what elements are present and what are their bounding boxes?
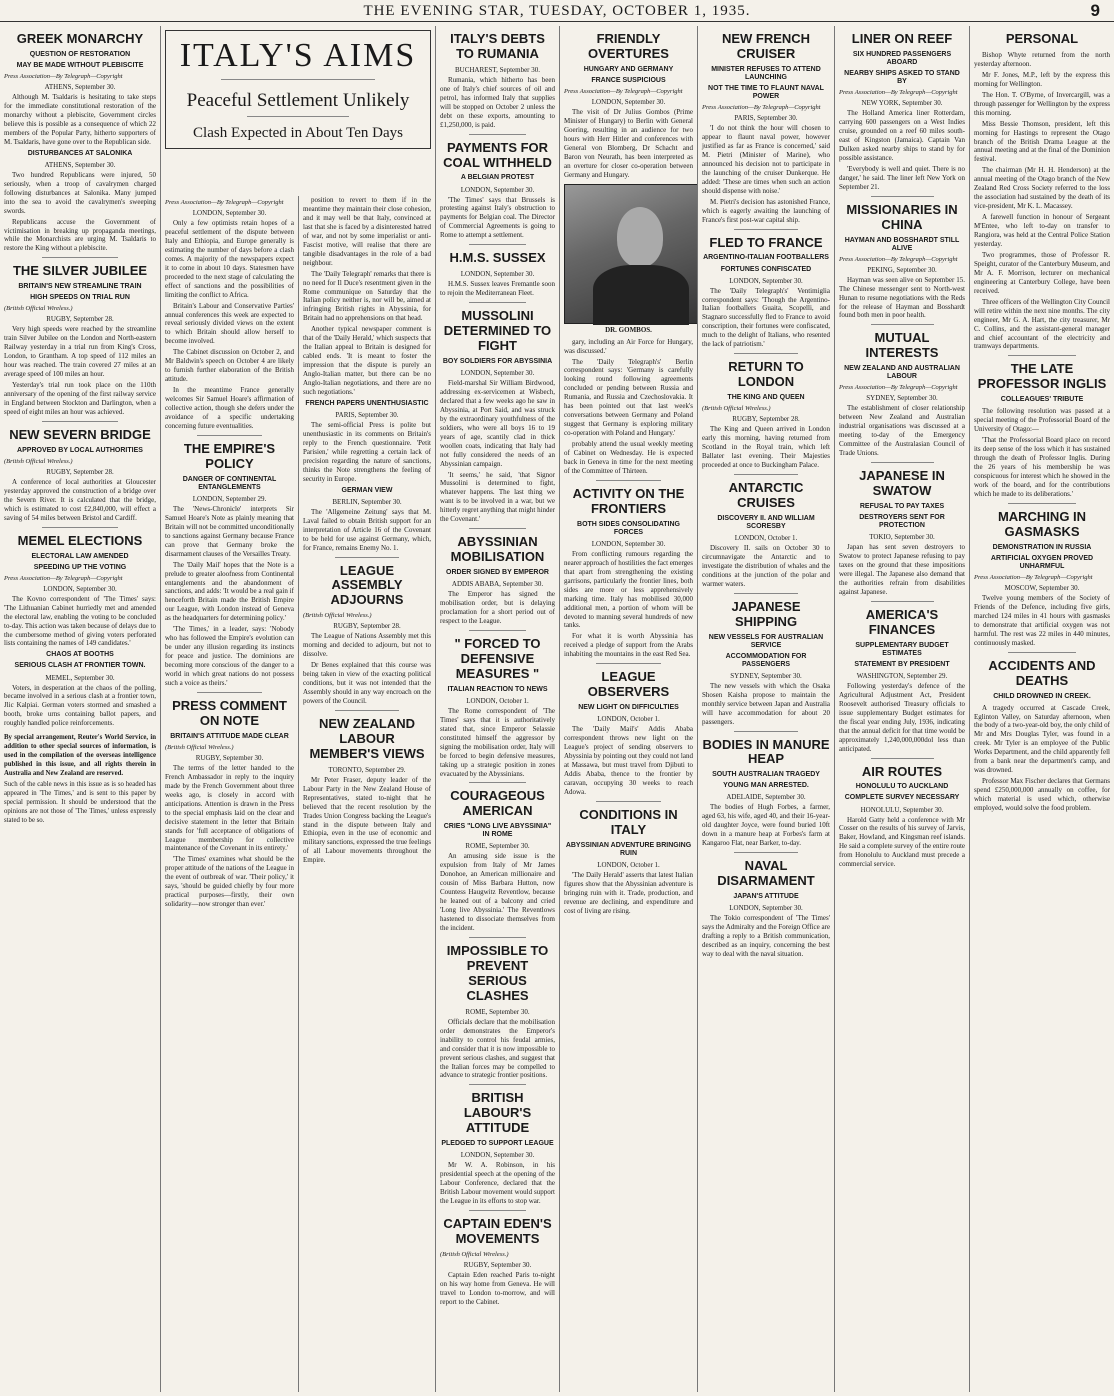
divider — [871, 196, 934, 197]
photo-caption: DR. GOMBOS. — [605, 325, 652, 334]
dateline: RUGBY, September 28. — [46, 467, 114, 476]
section-subheadline: CHILD DROWNED IN CREEK. — [993, 692, 1091, 700]
divider — [42, 527, 118, 528]
article-paragraph: Twelve young members of the Society of Friends of the Defence, including five girls, marched 124 miles in 41 hours with gasmasks to demonstrate that artificial oxygen was not harmful. The rest was 22 miles in 440 minutes, continuously masked. — [974, 593, 1110, 647]
column-3 — [436, 26, 559, 1392]
portrait-body — [593, 265, 689, 325]
article-paragraph: The Rome correspondent of 'The Times' says that it is authoritatively stated that, since Emperor Selassie constituted himself the aggressor by signing the mobilisation order, Italy will be forced to begin defensive measures, taking up a strategic position in zones evacuated by the Abyssinians. — [440, 706, 555, 778]
article-paragraph: The chairman (Mr H. H. Henderson) at the annual meeting of the Otago branch of the New Zealand Red Cross Society referred to the loss the association had sustained by the death of its vice-president, Mr K. L. Macassey. — [974, 166, 1110, 211]
section-subheadline: ELECTORAL LAW AMENDED — [31, 552, 129, 560]
byline: Press Association—By Telegraph—Copyright — [165, 199, 284, 206]
section-subheadline: MINISTER REFUSES TO ATTEND LAUNCHING — [711, 65, 821, 81]
byline: Press Association—By Telegraph—Copyright — [4, 73, 123, 81]
article-paragraph: The Hon. T. O'Byrne, of Invercargill, was a through passenger for Wellington by the express this morning. — [974, 90, 1110, 117]
section-subheadline: BRITAIN'S ATTITUDE MADE CLEAR — [170, 732, 289, 740]
article-paragraph: Harold Gatty held a conference with Mr Cosser on the results of his survey of Jarvis, Baker, Howland, and Kingsman reef islands. He said a complete survey of the entire route from Honolulu to Auckland must precede a commercial service. — [839, 815, 965, 869]
divider — [734, 353, 798, 354]
article-paragraph: For what it is worth Abyssinia has received a pledge of support from the Arabs inhabiting the mountains in the east Red Sea. — [564, 632, 693, 659]
article-paragraph: Officials declare that the mobilisation order demonstrates the Emperor's inability to control his feudal armies, and consider that it is now impossible to prevent serious clashes, and suggest that the Italian forces may be compelled to advance to strategic frontier positions. — [440, 1017, 555, 1080]
article-paragraph: 'The Times' examines what should be the proper attitude of the nations of the League in the event of outbreak of war. 'Their policy,' it says, 'should be guided chiefly by four more practical purposes—firstly, their own solidarity—now stronger than ever.' — [165, 855, 294, 909]
article-paragraph: Miss Bessie Thomson, president, left this morning for Hastings to represent the Otago branch of the British Drama League at the annual meeting and at the final of the Dominion festival. — [974, 119, 1110, 164]
divider — [734, 731, 798, 732]
article-paragraph: 'The Daily Herald' asserts that latest Italian figures show that the Abyssinian adventure is bringing ruin with it. Trade, production, and revenue are declining, and expenditure and cost of living are rising. — [564, 870, 693, 915]
section-headline: ITALY'S DEBTS TO RUMANIA — [450, 31, 545, 61]
article-paragraph: The 'Daily Telegraph's' Berlin correspondent says: 'Germany is carefully looking round following agreements concluded or pending between Russia and Rumania, and Russia and Czechoslovakia. It has been pointed out that last week's conversations between Germany and Poland suggest that Germany is exploring military co-operation with Poland and Hungary.' — [564, 357, 693, 438]
divider — [734, 593, 798, 594]
section-subheadline: ITALIAN REACTION TO NEWS — [447, 685, 548, 693]
column-4 — [560, 26, 697, 1392]
section-subheadline: A BELGIAN PROTEST — [460, 174, 535, 182]
byline: (British Official Wireless.) — [4, 457, 73, 465]
article-paragraph: The 'Daily Telegraph' remarks that there is no need for Il Duce's resentment given in the Rome communique on Saturday that the Italian policy neither is, nor will be, aimed at infringing British rights in Abyssinia, for Britain had no apprehensions on that head. — [303, 269, 431, 323]
divider — [871, 462, 934, 463]
section-headline: ACTIVITY ON THE FRONTIERS — [572, 485, 685, 516]
dateline: LONDON, September 30. — [460, 368, 535, 377]
section-headline: FLED TO FRANCE — [709, 234, 823, 250]
article-paragraph: H.M.S. Sussex leaves Fremantle soon to rejoin the Mediterranean Fleet. — [440, 280, 555, 298]
dateline: ADDIS ABABA, September 30. — [451, 580, 544, 589]
article-paragraph: The bodies of Hugh Forbes, a farmer, aged 63, his wife, aged 40, and their 16-year-old daughter Joyce, were found buried 10ft down in a manure heap at Forbes's farm at Kangaroo Flat, near Barker, to-day. — [702, 803, 830, 848]
dateline: ATHENS, September 30. — [44, 160, 116, 169]
section-subheadline: FRANCE SUSPICIOUS — [591, 76, 666, 84]
article-paragraph: The Emperor has signed the mobilisation order, but is delaying proclamation for a short period out of respect to the League. — [440, 590, 555, 626]
column-7 — [970, 26, 1114, 1392]
section-subheadline: BRITAIN'S NEW STREAMLINE TRAIN — [18, 283, 142, 291]
section-subheadline: FRENCH PAPERS UNENTHUSIASTIC — [305, 399, 429, 407]
article-paragraph: Professor Max Fischer declares that Germans spend £250,000,000 annually on coffee, for which material is used which, otherwise employed, would solve the food problem. — [974, 777, 1110, 813]
masthead — [0, 0, 1114, 22]
dateline: NEW YORK, September 30. — [861, 99, 943, 108]
column-4-top — [564, 32, 693, 180]
divider — [596, 663, 661, 664]
section-subheadline: QUESTION OF RESTORATION — [29, 50, 131, 58]
dateline: LONDON, October 1. — [734, 533, 798, 542]
section-subheadline: ORDER SIGNED BY EMPEROR — [446, 569, 549, 577]
article-paragraph: The 'Daily Telegraph's' Ventimiglia correspondent says: 'Though the Argentino-Italian footballers Guaita, Scopelli, and Stagnaro successfully fled to France to avoid conscription, their fortunes were confiscated, much to the delight of Italians, who resented the lack of patriotism.' — [702, 286, 830, 349]
section-subheadline: CRIES "LONG LIVE ABYSSINIA" IN ROME — [443, 823, 552, 839]
dateline: MOSCOW, September 30. — [1004, 583, 1080, 592]
section-subheadline: ACCOMMODATION FOR PASSENGERS — [725, 652, 807, 668]
section-headline: LEAGUE OBSERVERS — [587, 669, 670, 700]
section-headline: PAYMENTS FOR COAL WITHHELD — [443, 139, 552, 170]
article-paragraph: Three officers of the Wellington City Council will retire within the next nine months. The city engineer, Mr G. A. Hart, the city treasurer, Mr C. Collins, and the assistant-general manager and chief accountant of the electricity and tramways departments. — [974, 297, 1110, 351]
section-subheadline: NEW ZEALAND AND AUSTRALIAN LABOUR — [844, 365, 960, 381]
divider — [871, 758, 934, 759]
section-subheadline: DISCOVERY II. AND WILLIAM SCORESBY — [717, 514, 815, 530]
section-subheadline: THE KING AND QUEEN — [727, 394, 805, 402]
copyright-notice: Such of the cable news in this issue as is so headed has appeared in 'The Times,' and is sent to this paper by special permission. It should be understood that the opinions are not those of 'The Times,' unless expressly stated to be so. — [4, 781, 156, 824]
section-headline: MEMEL ELECTIONS — [17, 532, 143, 548]
article-paragraph: The Tokio correspondent of 'The Times' says the Admiralty and the Foreign Office are drafting a reply to a British communication, described as an inquiry, concerning the best way to deal with the naval situation. — [702, 914, 830, 958]
section-subheadline: COLLEAGUES' TRIBUTE — [1000, 396, 1084, 404]
dateline: BUCHAREST, September 30. — [454, 65, 541, 74]
section-subheadline: SERIOUS CLASH AT FRONTIER TOWN. — [14, 662, 146, 670]
article-paragraph: The 'Allgemeine Zeitung' says that M. Laval failed to obtain British support for an interpretation of Article 16 of the Covenant to be held for use against Germany, which, for France, remains Enemy No. 1. — [303, 507, 431, 552]
divider — [734, 852, 798, 853]
article-paragraph: A conference of local authorities at Gloucester yesterday approved the construction of a bridge over the Severn River. It is calculated that the bridge, which is estimated to cost £2,840,000, will effect a saving of 54 miles between Bristol and Cardiff. — [4, 477, 156, 522]
column-6 — [835, 26, 969, 1392]
section-subheadline: BOTH SIDES CONSOLIDATING FORCES — [577, 520, 680, 536]
article-paragraph: The League of Nations Assembly met this morning and decided to adjourn, but not to dissolve. — [303, 632, 431, 659]
section-subheadline: DEMONSTRATION IN RUSSIA — [992, 543, 1092, 551]
section-headline: JAPANESE SHIPPING — [731, 598, 801, 629]
section-subheadline: ARGENTINO-ITALIAN FOOTBALLERS — [703, 254, 829, 262]
divider — [1008, 503, 1076, 504]
section-subheadline: JAPAN'S ATTITUDE — [733, 893, 799, 901]
article-paragraph: The establishment of closer relationship between New Zealand and Australian industrial organisations was discussed at a meeting to-day of the Emergency Committee of the Australasian Council of Trade Unions. — [839, 404, 965, 458]
article-paragraph: The Holland America liner Rotterdam, carrying 600 passengers on a West Indies cruise, grounded on a reef 60 miles south-east of Kingston (Jamaica). Captain Van Dulken asked nearby ships to stand by for possible assistance. — [839, 109, 965, 162]
dateline: HONOLULU, September 30. — [860, 805, 944, 814]
section-headline: NEW SEVERN BRIDGE — [9, 426, 151, 442]
section-subheadline: HUNGARY AND GERMANY — [583, 65, 674, 73]
section-subheadline: SIX HUNDRED PASSENGERS ABOARD — [852, 50, 952, 66]
article-paragraph: Mr W. A. Robinson, in his presidential speech at the opening of the Labour Conference, declared that the British Labour movement would support the League in its efforts to stop war. — [440, 1161, 555, 1206]
article-paragraph: Only a few optimists retain hopes of a peaceful settlement of the dispute between Italy and Ethiopia, and Europe generally is estimating the number of days before a clash comes. A majority of the newspapers expect it to come in about 10 days. Statesmen have proceeded to the next stage of calculating the effect of sanctions and the possibilities of limiting the conflict to Africa. — [165, 219, 294, 299]
section-headline: COURAGEOUS AMERICAN — [450, 788, 545, 819]
section-headline: AMERICA'S FINANCES — [865, 606, 939, 637]
article-paragraph: Mr F. Jones, M.P., left by the express this morning for Wellington. — [974, 70, 1110, 88]
byline: Press Association—By Telegraph—Copyright — [974, 573, 1093, 581]
article-paragraph: Very high speeds were reached by the streamline train Silver Jubilee on the London and North-eastern Railway yesterday in a trial run from King's Cross, London, to Grantham. A top speed of 112 miles an hour was reached. The train covered 27 miles at an average speed of 100 miles an hour. — [4, 325, 156, 379]
article-paragraph: Two programmes, those of Professor R. Speight, curator of the Canterbury Museum, and Mr A. F. Morrison, lecturer on mechanical engineering at Canterbury College, have been received. — [974, 250, 1110, 295]
dateline: LONDON, September 29. — [192, 494, 267, 503]
gombos-portrait-photo — [564, 184, 697, 324]
byline: Press Association—By Telegraph—Copyright — [839, 384, 958, 392]
article-paragraph: 'It seems,' he said, 'that Signor Mussolini is determined to fight, whatever happens. The last thing we want is to be involved in a war, but we hitterly regret anything that might hinder the Covenant.' — [440, 470, 555, 524]
dateline: LONDON, September 30. — [192, 209, 267, 217]
section-subheadline: COMPLETE SURVEY NECESSARY — [844, 794, 960, 802]
section-subheadline: SPEEDING UP THE VOTING — [33, 563, 127, 571]
dateline: TOKIO, September 30. — [869, 533, 935, 542]
article-paragraph: The terms of the letter handed to the French Ambassador in reply to the inquiry made by the French Government about three weeks ago, is closely in accord with anticipations. Attention is drawn in the Press to the special emphasis laid on the clear and decisive statement in the letter that Britain stands for 'full acceptance of obligations of League membership for collective maintenance of the Covenant in its entirety.' — [165, 763, 294, 853]
section-subheadline: CHAOS AT BOOTHS — [46, 651, 114, 659]
section-headline: CONDITIONS IN ITALY — [579, 806, 678, 837]
article-paragraph: Two hundred Republicans were injured, 50 seriously, when a troop of cavalrymen charged following disturbances at Salonika. Many jumped into the sea to avoid the cavalrymen's sweeping swords. — [4, 170, 156, 215]
divider — [469, 1084, 527, 1085]
section-subheadline: FORTUNES CONFISCATED — [720, 265, 812, 273]
section-headline: IMPOSSIBLE TO PREVENT SERIOUS CLASHES — [446, 943, 549, 1003]
divider — [871, 324, 934, 325]
article-paragraph: Although M. Tsaldaris is hesitating to take steps for the immediate constitutional restoration of the monarchy without a plebiscite, Government circles believe this is possible as a consequence of which 22 members of the Popular Party, hitherto supporters of M. Tsaldaris, have gone over to the Republican side. — [4, 93, 156, 146]
section-subheadline: HIGH SPEEDS ON TRIAL RUN — [30, 294, 130, 302]
section-subheadline: DANGER OF CONTINENTAL ENTANGLEMENTS — [182, 475, 277, 491]
byline: Press Association—By Telegraph—Copyright — [4, 574, 123, 582]
section-headline: BRITISH LABOUR'S ATTITUDE — [463, 1090, 532, 1136]
divider — [1008, 355, 1076, 356]
page-number: 9 — [1090, 1, 1100, 20]
article-paragraph: Rumania, which hitherto has been one of Italy's chief sources of oil and petrol, has informed Italy that supplies will be stopped on October 2 unless the debt on these exports, amounting to £1,250,000, is paid. — [440, 75, 555, 129]
dateline: BERLIN, September 30. — [332, 497, 402, 506]
column-2 — [161, 196, 298, 1386]
article-paragraph: Japan has sent seven destroyers to Swatow to protect Japanese refusing to pay taxes on the ground that these impositions were illegal. The Japanese also demand that the authorities refrain from disabilities against Japanese. — [839, 543, 965, 596]
divider — [469, 937, 527, 938]
article-paragraph: position to revert to them if in the meantime they maintain their close cohesion, and it may well be that Italy, convinced at last that she is faced by a disinterested hatred of war, and not by some imperialist or anti-Fascist motive, will realise that there are tangible disadvantages in the role of a bad neighbour. — [303, 196, 431, 267]
article-paragraph: The 'News-Chronicle' interprets Sir Samuel Hoare's Note as plainly meaning that Britain will not be committed unconditionally to sanctions against Germany because France can prove that Germany broke the disarmament clauses of the Versailles Treaty. — [165, 504, 294, 558]
dateline: WASHINGTON, September 29. — [856, 671, 948, 680]
divider — [469, 134, 527, 135]
section-headline: ACCIDENTS AND DEATHS — [988, 657, 1096, 688]
dateline: RUGBY, September 30. — [463, 1260, 532, 1269]
section-headline: AIR ROUTES — [861, 763, 943, 779]
section-headline: BODIES IN MANURE HEAP — [702, 736, 830, 767]
dateline: MEMEL, September 30. — [45, 673, 115, 682]
section-subheadline: NEARBY SHIPS ASKED TO STAND BY — [844, 70, 960, 86]
article-paragraph: The following resolution was passed at a special meeting of the Professorial Board of the University of Otago:— — [974, 407, 1110, 434]
section-headline: RETURN TO LONDON — [728, 359, 804, 390]
section-headline: ANTARCTIC CRUISES — [728, 479, 804, 510]
dateline: RUGBY, September 28. — [732, 415, 800, 424]
divider — [469, 302, 527, 303]
main-headline: ITALY'S AIMS — [179, 37, 417, 74]
section-subheadline: APPROVED BY LOCAL AUTHORITIES — [17, 446, 143, 454]
article-paragraph: Hayman was seen alive on September 15. The Chinese messenger sent to North-west Hunan to resume negotiations with the Reds for the release of Hayman and Bosshardt found both men in poor health. — [839, 275, 965, 320]
section-headline: ABYSSINIAN MOBILISATION — [450, 534, 545, 565]
divider — [42, 257, 118, 258]
divider — [596, 480, 661, 481]
column-4-bottom — [564, 338, 693, 916]
section-headline: " FORCED TO DEFENSIVE MEASURES " — [454, 635, 541, 681]
section-headline: JAPANESE IN SWATOW — [859, 468, 945, 499]
section-subheadline: DESTROYERS SENT FOR PROTECTION — [859, 514, 945, 530]
section-headline: NAVAL DISARMAMENT — [717, 858, 815, 889]
dateline: PEKING, September 30. — [867, 265, 937, 274]
copyright-notice: By special arrangement, Reuter's World Service, in addition to other special sources of information, is used in the compilation of the overseas intelligence published in this issue, and all rights therein in Australia and New Zealand are reserved. — [4, 734, 156, 777]
section-headline: CAPTAIN EDEN'S MOVEMENTS — [443, 1216, 552, 1246]
section-subheadline: NEW VESSELS FOR AUSTRALIAN SERVICE — [708, 633, 824, 649]
article-paragraph: Discovery II. sails on October 30 to circumnavigate the Antarctic and to investigate the distribution of whales and the conditions at the junction of the polar and warmer waters. — [702, 543, 830, 588]
byline: Press Association—By Telegraph—Copyright — [564, 87, 683, 95]
section-subheadline: NEW LIGHT ON DIFFICULTIES — [578, 704, 679, 712]
section-subheadline: NOT THE TIME TO FLAUNT NAVAL POWER — [708, 84, 824, 101]
section-subheadline: STATEMENT BY PRESIDENT — [854, 660, 950, 668]
article-paragraph: probably attend the usual weekly meeting of Cabinet on Wednesday. He is expected back in Geneva in time for the next meeting of the Committee of Thirteen. — [564, 440, 693, 475]
dateline: LONDON, October 1. — [466, 696, 529, 705]
dateline: ROME, September 30. — [465, 1007, 530, 1016]
byline: (British Official Wireless.) — [165, 743, 234, 751]
italy-aims-section — [161, 26, 435, 1392]
dateline: LONDON, September 30. — [729, 276, 803, 285]
byline: (British Official Wireless.) — [702, 405, 771, 413]
article-paragraph: Voters, in desperation at the chaos of the polling, became involved in a serious clash at a frontier town, Jlic Kalpiai. German voters stormed and smashed a booth, broke urns containing ballot papers, and roughly handled police reinforcements. — [4, 683, 156, 728]
dateline: ADELAIDE, September 30. — [726, 793, 806, 802]
divider — [734, 229, 798, 230]
section-subheadline: YOUNG MAN ARRESTED. — [723, 782, 809, 790]
section-subheadline: HONOLULU TO AUCKLAND — [855, 783, 949, 791]
article-paragraph: Britain's Labour and Conservative Parties' annual conferences this week are expected to reveal seriously divided views on the extent to which Britain should allow herself to become involved. — [165, 301, 294, 346]
byline: (British Official Wireless.) — [4, 305, 73, 313]
italy-aims-headline-box — [165, 30, 431, 149]
section-headline: MUSSOLINI DETERMINED TO FIGHT — [443, 308, 552, 353]
article-paragraph: In the meantime France generally welcomes Sir Samuel Hoare's affirmation of collective action, though she defers under the avoidance of a specific undertaking concerning future eventualities. — [165, 386, 294, 430]
article-paragraph: Captain Eden reached Paris to-night on his way home from Geneva. He will travel to London to-morrow, and will report to the Cabinet. — [440, 1270, 555, 1306]
section-headline: PRESS COMMENT ON NOTE — [172, 697, 287, 728]
dateline: RUGBY, September 28. — [46, 315, 114, 324]
dateline: LONDON, September 30. — [591, 97, 666, 106]
main-subheadline: Peaceful Settlement Unlikely — [186, 90, 410, 111]
section-headline: NEW FRENCH CRUISER — [721, 31, 811, 61]
dateline: SYDNEY, September 30. — [866, 394, 938, 403]
dateline: LONDON, September 30. — [43, 584, 117, 593]
section-subheadline: MAY BE MADE WITHOUT PLEBISCITE — [16, 61, 144, 69]
article-paragraph: 'That the Professorial Board place on record its deep sense of the loss which it has sustained through the death of Professor Inglis. During the 26 years of his membership he was conspicuous for interest which he showed in the work of the board, and for the contributions which he made to its deliberations.' — [974, 436, 1110, 498]
divider — [221, 79, 375, 80]
divider — [734, 474, 798, 475]
divider — [42, 421, 118, 422]
dateline: ROME, September 30. — [465, 842, 530, 851]
article-paragraph: 'I do not think the hour will chosen to appear to flaunt naval power, however justified as far as France is concerned,' said M. Pietri (Minister of Marine), who announced his decision not to participate in the launching of the cruiser Dunkerque. He added: 'These are times when such an action should dispense with noise.' — [702, 124, 830, 195]
article-paragraph: 'The Times,' in a leader, says: 'Nobody who has followed the Empire's evolution can be under any illusion regarding its instincts for peace and justice. The dominions are becoming more conscious of the danger to a world in which great nations do not possess such a voice as theirs.' — [165, 625, 294, 687]
article-paragraph: The visit of Dr Julius Gombos (Prime Minister of Hungary) to Berlin with General Goering, resulting in an audience for two hours with Herr Hitler and conferences with General von Blomberg, Dr Schacht and Baron von Neurath, has been interpreted as an overture for closer co-operation between Germany and Hungary. — [564, 107, 693, 179]
divider — [197, 692, 262, 693]
article-paragraph: The Cabinet discussion on October 2, and Mr Baldwin's speech on October 4 are likely to furnish further elaboration of the British attitude. — [165, 348, 294, 384]
article-paragraph: The new vessels with which the Osaka Shosen Kaisha propose to maintain the monthly service between Japan and Australia will have accommodation for about 20 passengers. — [702, 681, 830, 726]
dateline: PARIS, September 30. — [734, 114, 798, 123]
dateline: RUGBY, September 30. — [195, 753, 264, 762]
masthead-title: THE EVENING STAR, TUESDAY, OCTOBER 1, 1935. — [363, 3, 751, 19]
section-subheadline: DISTURBANCES AT SALONIKA — [27, 149, 133, 157]
section-subheadline: PLEDGED TO SUPPORT LEAGUE — [441, 1140, 554, 1148]
section-headline: H.M.S. SUSSEX — [449, 250, 546, 266]
article-paragraph: 'Everybody is well and quiet. There is no danger,' he said. The liner left New York on September 21. — [839, 164, 965, 191]
dateline: RUGBY, September 28. — [333, 622, 401, 631]
section-subheadline: ARTIFICIAL OXYGEN PROVED UNHARMFUL — [990, 554, 1094, 570]
dateline: LONDON, September 30. — [460, 1151, 535, 1160]
article-paragraph: Mr Peter Fraser, deputy leader of the Labour Party in the New Zealand House of Representatives, stated to-night that he believed that the recent resolution by the Trades Union Congress backing the League's stand in the dispute between Italy and Ethiopia, even in the use of economic and military sanctions, expressed the true feelings of all Labour movements throughout the Empire. — [303, 775, 431, 865]
article-paragraph: The semi-official Press is polite but unenthusiastic in its comments on Britain's reply to the French questionnaire. 'Petit Parisien,' while regretting a certain lack of precision regarding the nature of sanctions, thinks the Note strengthens the feeling of security in Europe. — [303, 421, 431, 483]
divider — [469, 1210, 527, 1211]
article-paragraph: A farewell function in honour of Sergeant M'Entee, who left to-day on transfer to Rangiora, was held at the Central Police Station yesterday. — [974, 213, 1110, 248]
divider — [596, 801, 661, 802]
byline: Press Association—By Telegraph—Copyright — [839, 89, 958, 97]
section-headline: LEAGUE ASSEMBLY ADJOURNS — [330, 562, 404, 608]
article-paragraph: gary, including an Air Force for Hungary, was discussed.' — [564, 337, 693, 355]
divider — [247, 116, 349, 117]
section-headline: THE LATE PROFESSOR INGLIS — [977, 361, 1107, 392]
article-paragraph: Yesterday's trial run took place on the 110th anniversary of the opening of the first railway service in England between Stockton and Darlington, when a speed of eight miles an hour was achieved. — [4, 381, 156, 416]
divider — [469, 244, 527, 245]
dateline: ATHENS, September 30. — [44, 83, 116, 92]
section-subheadline: GERMAN VIEW — [341, 486, 393, 494]
dateline: LONDON, September 30. — [460, 185, 535, 194]
section-headline: LINER ON REEF — [851, 31, 953, 46]
dateline: LONDON, October 1. — [597, 715, 660, 724]
article-paragraph: Field-marshal Sir William Birdwood, addressing ex-servicemen at Wisbech, declared that a few weeks ago he saw in Abyssinia, at Port Said, and was struck by the extraordinary youthfulness of the soldiers, who were all boys 16 to 19 years of age, scantily clad in thick woollen coats, indicating that Italy had not fully considered the needs of an Abyssinian campaign. — [440, 378, 555, 468]
section-subheadline: ABYSSINIAN ADVENTURE BRINGING RUIN — [565, 841, 692, 857]
main-subheadline-2: Clash Expected in About Ten Days — [193, 125, 403, 141]
article-paragraph: The Kovno correspondent of 'The Times' says: 'The Lithuanian Cabinet hurriedly met and amended the electoral law, enabling the voting to be concluded to-day. This action was taken because of delays due to the cumbersome method of giving voters perforated lists containing the names of 149 candidates.' — [4, 594, 156, 648]
portrait-face — [617, 207, 663, 267]
dateline: LONDON, October 1. — [597, 860, 660, 869]
section-headline: MARCHING IN GASMASKS — [997, 508, 1087, 539]
byline: (British Official Wireless.) — [440, 1250, 509, 1258]
article-paragraph: Republicans accuse the Government of victimisation in breaking up propaganda meetings, while the Monarchists are urging M. Tsaldaris to restore the King without a plebiscite. — [4, 217, 156, 253]
section-subheadline: REFUSAL TO PAY TAXES — [859, 503, 945, 510]
section-headline: MISSIONARIES IN CHINA — [846, 201, 958, 232]
dateline: TORONTO, September 29. — [328, 765, 406, 774]
byline: (British Official Wireless.) — [303, 612, 372, 620]
article-paragraph: The 'Daily Mail's' Addis Ababa correspondent throws new light on the League's project of sending observers to Abyssinia by pointing out they could not land at Massawa, but must travel from Djibuti to Addis Ababa, thence to the frontier by caravan, occupying 30 weeks to reach Adowa. — [564, 725, 693, 796]
column-5 — [698, 26, 834, 1392]
article-paragraph: Bishop Whyte returned from the north yesterday afternoon. — [974, 50, 1110, 68]
article-paragraph: An amusing side issue is the expulsion from Italy of Mr James Donohoe, an American millionaire and cousin of Miss Barbara Hutton, now Countess Haugwitz Reventlow, because he leaned out of a balcony and cried 'Long live Abyssinia.' The Reventlows hastened to dissociate themselves from the incident. — [440, 852, 555, 933]
section-headline: FRIENDLY OVERTURES — [588, 31, 669, 61]
article-paragraph: The 'Daily Mail' hopes that the Note is a prelude to greater aloofness from Continental entanglements and the abandonment of sanctions, and adds: 'It would be a real gain if henceforth Britain made the British Empire our League, with London instead of Geneva as the headquarters for determining policy.' — [165, 560, 294, 623]
section-subheadline: SUPPLEMENTARY BUDGET ESTIMATES — [855, 641, 949, 657]
section-subheadline: BOY SOLDIERS FOR ABYSSINIA — [442, 357, 553, 365]
article-paragraph: Dr Benes explained that this course was being taken in view of the exacting political conditions, but it was not intended that the Assembly should in any way encroach on the powers of the Council. — [303, 661, 431, 705]
section-headline: MUTUAL INTERESTS — [865, 330, 939, 361]
section-subheadline: SOUTH AUSTRALIAN TRAGEDY — [712, 771, 820, 779]
divider — [469, 782, 527, 783]
section-subheadline: HAYMAN AND BOSSHARDT STILL ALIVE — [844, 236, 960, 252]
divider — [197, 435, 262, 436]
dateline: LONDON, September 30. — [591, 539, 666, 548]
article-paragraph: From conflicting rumours regarding the nearer approach of hostilities the fact emerges that apart from strengthening the existing garrisons, particularly the frontier lines, both sides are more or less apprehensively marking time. Italy has mobilised 30,000 additional men, a portion of whom will be devoted to manning several hundreds of new tanks. — [564, 549, 693, 630]
section-headline: THE EMPIRE'S POLICY — [183, 440, 276, 471]
section-headline: THE SILVER JUBILEE — [12, 263, 148, 279]
dateline: SYDNEY, September 30. — [730, 671, 802, 680]
article-paragraph: Another typical newspaper comment is that of the 'Daily Herald,' which suspects that the Italian appeal to Britain is designed for cabled ends. 'It is meant to foster the impression that the dispute is purely an Anglo-Italian matter, but there can be no Anglo-Italian negotiations, and there are no such negotiations.' — [303, 325, 431, 397]
divider — [469, 630, 527, 631]
column-1 — [0, 26, 160, 1392]
byline: Press Association—By Telegraph—Copyright — [702, 104, 821, 112]
section-headline: NEW ZEALAND LABOUR MEMBER'S VIEWS — [309, 715, 425, 761]
dateline: LONDON, September 30. — [729, 904, 803, 913]
article-paragraph: Following yesterday's defence of the Agricultural Adjustment Act, President Roosevelt authorised Treasury officials to issue supplementary Budget estimates for the fiscal year ending July, 1936, indicating that the annual deficit for that time would be approximately 1,240,000,000dol less than anticipated. — [839, 681, 965, 753]
byline: Press Association—By Telegraph—Copyright — [839, 255, 958, 263]
divider — [335, 557, 399, 558]
article-paragraph: 'The Times' says that Brussels is protesting against Italy's obstruction to payments for Belgian coal. The Director of Commercial Agreements is going to Rome to attempt a settlement. — [440, 195, 555, 240]
divider — [335, 710, 399, 711]
section-headline: GREEK MONARCHY — [16, 31, 144, 46]
dateline: PARIS, September 30. — [335, 411, 399, 420]
section-headline: PERSONAL — [1005, 31, 1079, 46]
article-paragraph: The King and Queen arrived in London early this morning, having returned from Scotland in the Royal train, which left Ballater last evening. Their Majesties proceeded at once to Buckingham Palace. — [702, 425, 830, 469]
column-2b — [299, 196, 435, 1386]
article-paragraph: M. Pietri's decision has astonished France, which is eagerly awaiting the launching of France's first post-war capital ship. — [702, 197, 830, 224]
divider — [1008, 652, 1076, 653]
divider — [469, 528, 527, 529]
divider — [871, 601, 934, 602]
dateline: LONDON, September 30. — [460, 270, 535, 279]
article-paragraph: A tragedy occurred at Cascade Creek, Eglinton Valley, on Saturday afternoon, when the body of a two-year-old boy, the only child of Mr and Mrs Douglas Tyler, was found in a creek. Mr Tyler is an employee of the Public Works Department, and the child apparently fell from a bank near the department's camp, and was drowned. — [974, 703, 1110, 775]
